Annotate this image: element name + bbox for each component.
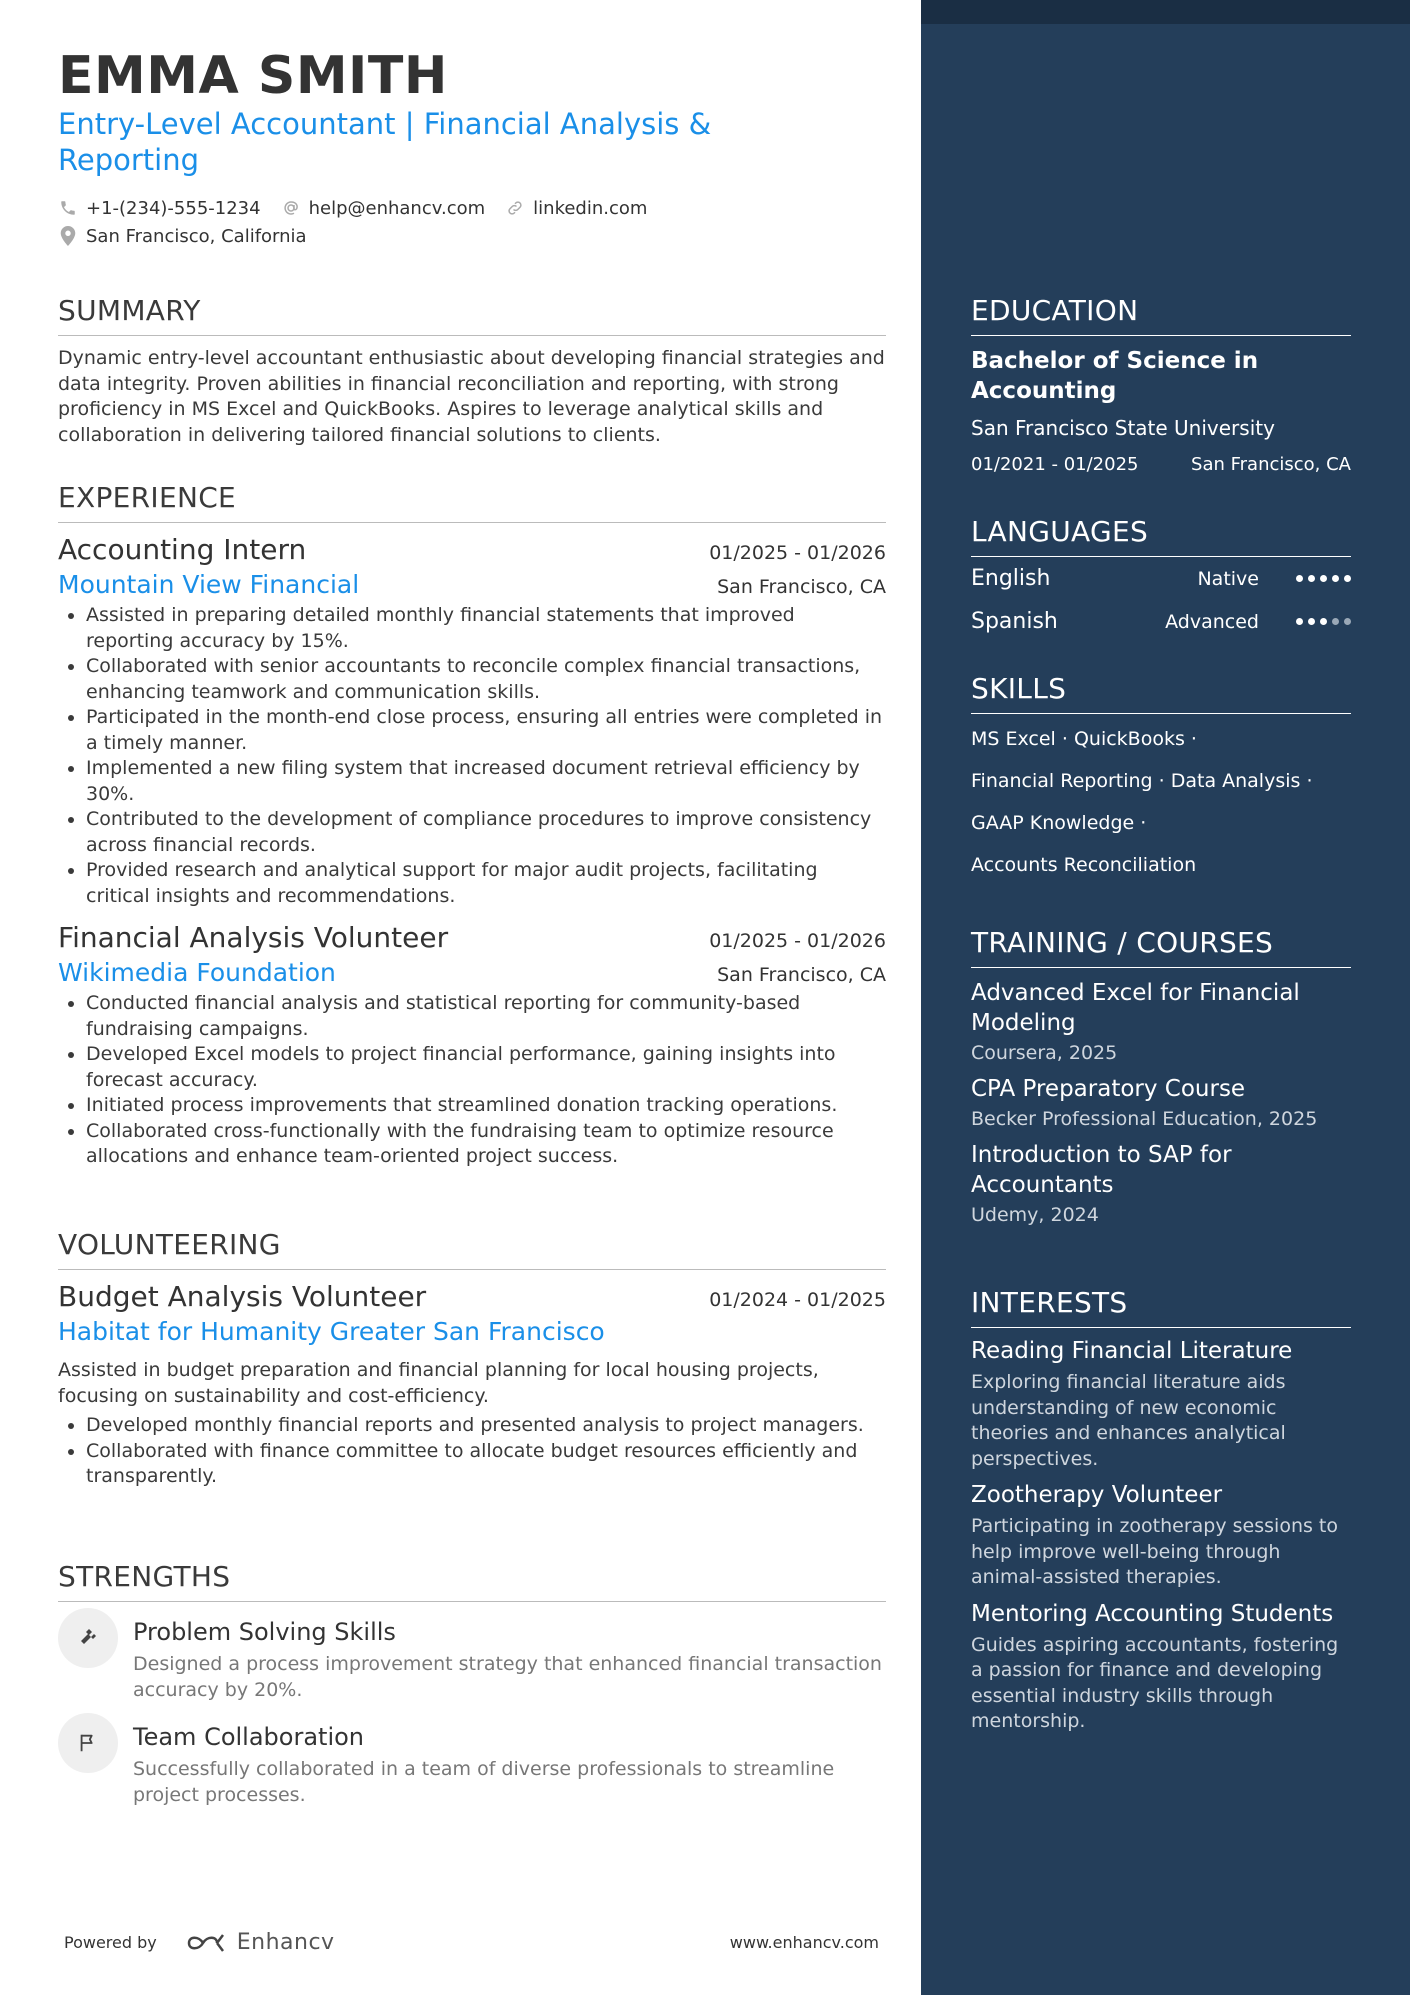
rating-dot [1332,618,1339,625]
rating-dot [1320,618,1327,625]
website-link[interactable]: www.enhancv.com [729,1933,879,1952]
bullet-item: • Participated in the month-end close process, ensuring all entries were completed in a timely manner. [86,705,886,756]
rating-dot [1344,575,1351,582]
volunteering-heading: VOLUNTEERING [58,1228,886,1270]
bullet-item: • Developed Excel models to project financial performance, gaining insights into forecast accuracy. [86,1042,886,1093]
sidebar [921,0,1410,1995]
experience-heading: EXPERIENCE [58,481,886,523]
interest-description: Exploring financial literature aids understanding of new economic theories and enhances analytical perspectives. [971,1371,1286,1470]
education-section [971,294,1351,475]
language-rating [1291,618,1351,625]
interest-title: Zootherapy Volunteer [971,1482,1223,1508]
location-pin-icon [58,226,78,246]
experience-section [58,481,886,1170]
job-title: Accounting Intern [58,533,307,566]
phone-text: +1-(234)-555-1234 [86,197,261,219]
skills-line: Accounts Reconciliation [971,854,1197,876]
skills-list [971,718,1351,886]
education-school: San Francisco State University [971,416,1275,440]
volunteer-bullets [58,1413,886,1490]
strength-title: Team Collaboration [133,1723,365,1751]
job-bullets [58,991,886,1170]
bullet-item: • Conducted financial analysis and statistical reporting for community-based fundraising campaigns. [86,991,886,1042]
summary-heading: SUMMARY [58,294,886,336]
course-source: Coursera, 2025 [971,1042,1118,1064]
job-company[interactable]: Mountain View Financial [58,570,360,599]
interest-description: Participating in zootherapy sessions to help improve well-being through animal-assisted therapies. [971,1515,1338,1588]
skills-line: GAAP Knowledge · [971,812,1147,834]
strength-item [58,1608,886,1703]
location-text: San Francisco, California [86,225,307,247]
candidate-title: Entry-Level Accountant | Financial Analysis & Reporting [58,107,712,177]
course-title: CPA Preparatory Course [971,1076,1246,1102]
interest-item [971,1338,1351,1472]
strengths-section [58,1560,886,1808]
enhancv-logo-icon [183,1931,229,1955]
job-entry [58,921,886,1170]
courses-section [971,926,1351,1226]
education-dates: 01/2021 - 01/2025 [971,454,1139,475]
enhancv-brand[interactable]: Enhancv [236,1930,335,1955]
at-icon [281,198,301,218]
bullet-item: • Implemented a new filing system that increased document retrieval efficiency by 30%. [86,756,886,807]
bullet-item: • Collaborated with finance committee to allocate budget resources efficiently and transparently. [86,1439,886,1490]
strength-title: Problem Solving Skills [133,1618,396,1646]
volunteer-description: Assisted in budget preparation and financial planning for local housing projects, focusing on sustainability and cost-efficiency. [58,1359,819,1407]
rating-dot [1296,575,1303,582]
interests-heading: INTERESTS [971,1286,1351,1328]
interest-title: Reading Financial Literature [971,1338,1293,1364]
course-item [971,1074,1351,1130]
course-title: Introduction to SAP for Accountants [971,1142,1232,1198]
summary-text: Dynamic entry-level accountant enthusiastic about developing financial strategies and data integrity. Proven abilities in financial reconciliation and reporting, with strong proficiency in MS Excel and QuickBooks. Aspires to leverage analytical skills and collaboration in delivering tailored financial solutions to clients. [58,347,885,446]
skills-line: MS Excel · QuickBooks · [971,728,1197,750]
bullet-item: • Collaborated with senior accountants to reconcile complex financial transactions, enhancing teamwork and communication skills. [86,654,886,705]
flag-icon [58,1713,118,1773]
bullet-item: • Provided research and analytical support for major audit projects, facilitating critical insights and recommendations. [86,858,886,909]
bullet-item: • Collaborated cross-functionally with the fundraising team to optimize resource allocations and enhance team-oriented project success. [86,1119,886,1170]
linkedin-text: linkedin.com [533,197,648,219]
rating-dot [1308,575,1315,582]
language-item [971,600,1351,643]
interest-item [971,1601,1351,1735]
course-item [971,978,1351,1064]
bullet-item: • Contributed to the development of compliance procedures to improve consistency across financial records. [86,807,886,858]
education-heading: EDUCATION [971,294,1351,336]
course-title: Advanced Excel for Financial Modeling [971,980,1300,1036]
skills-heading: SKILLS [971,672,1351,714]
bullet-item: • Initiated process improvements that streamlined donation tracking operations. [86,1093,886,1119]
contact-info [58,194,667,250]
rating-dot [1308,618,1315,625]
job-location: San Francisco, CA [717,576,886,598]
tools-icon [58,1608,118,1668]
job-location: San Francisco, CA [717,964,886,986]
language-item [971,557,1351,600]
strength-description: Designed a process improvement strategy that enhanced financial transaction accuracy by 20%. [133,1653,882,1701]
email-text: help@enhancv.com [308,197,486,219]
course-source: Udemy, 2024 [971,1204,1099,1226]
link-icon [505,198,525,218]
language-name: Spanish [971,609,1058,634]
footer [64,1930,879,1955]
rating-dot [1344,618,1351,625]
interest-description: Guides aspiring accountants, fostering a passion for finance and developing essential industry skills through mentorship. [971,1633,1339,1732]
language-rating [1291,575,1351,582]
bullet-item: • Developed monthly financial reports and presented analysis to project managers. [86,1413,886,1439]
phone-icon [58,198,78,218]
phone-contact[interactable] [58,198,261,219]
strengths-heading: STRENGTHS [58,1560,886,1602]
education-location: San Francisco, CA [1191,454,1351,475]
rating-dot [1296,618,1303,625]
volunteer-organization[interactable]: Habitat for Humanity Greater San Francisco [58,1317,605,1346]
job-title: Financial Analysis Volunteer [58,921,449,954]
rating-dot [1332,575,1339,582]
bullet-item: • Assisted in preparing detailed monthly financial statements that improved reporting accuracy by 15%. [86,603,886,654]
interests-section [971,1286,1351,1735]
job-dates: 01/2025 - 01/2026 [709,542,886,564]
skills-line: Financial Reporting · Data Analysis · [971,770,1313,792]
education-degree: Bachelor of Science in Accounting [971,348,1259,404]
job-company[interactable]: Wikimedia Foundation [58,958,336,987]
rating-dot [1320,575,1327,582]
volunteer-title: Budget Analysis Volunteer [58,1280,427,1313]
job-entry [58,533,886,909]
strength-description: Successfully collaborated in a team of diverse professionals to streamline project processes. [133,1758,835,1806]
course-item [971,1140,1351,1226]
strength-item [58,1713,886,1808]
linkedin-contact[interactable] [505,198,647,219]
language-name: English [971,566,1051,591]
languages-heading: LANGUAGES [971,515,1351,557]
location-contact [58,226,307,247]
language-level: Advanced [1165,610,1259,633]
interest-item [971,1482,1351,1591]
job-dates: 01/2025 - 01/2026 [709,930,886,952]
volunteer-dates: 01/2024 - 01/2025 [709,1289,886,1311]
summary-section [58,294,886,448]
courses-heading: TRAINING / COURSES [971,926,1351,968]
email-contact[interactable] [281,198,486,219]
course-source: Becker Professional Education, 2025 [971,1108,1318,1130]
candidate-name: EMMA SMITH [58,46,448,106]
languages-section [971,515,1351,643]
sidebar-top-band [921,0,1410,24]
powered-by-label: Powered by [64,1933,157,1952]
volunteering-section [58,1228,886,1490]
job-bullets [58,603,886,909]
interest-title: Mentoring Accounting Students [971,1600,1334,1627]
skills-section [971,672,1351,886]
language-level: Native [1197,567,1259,590]
